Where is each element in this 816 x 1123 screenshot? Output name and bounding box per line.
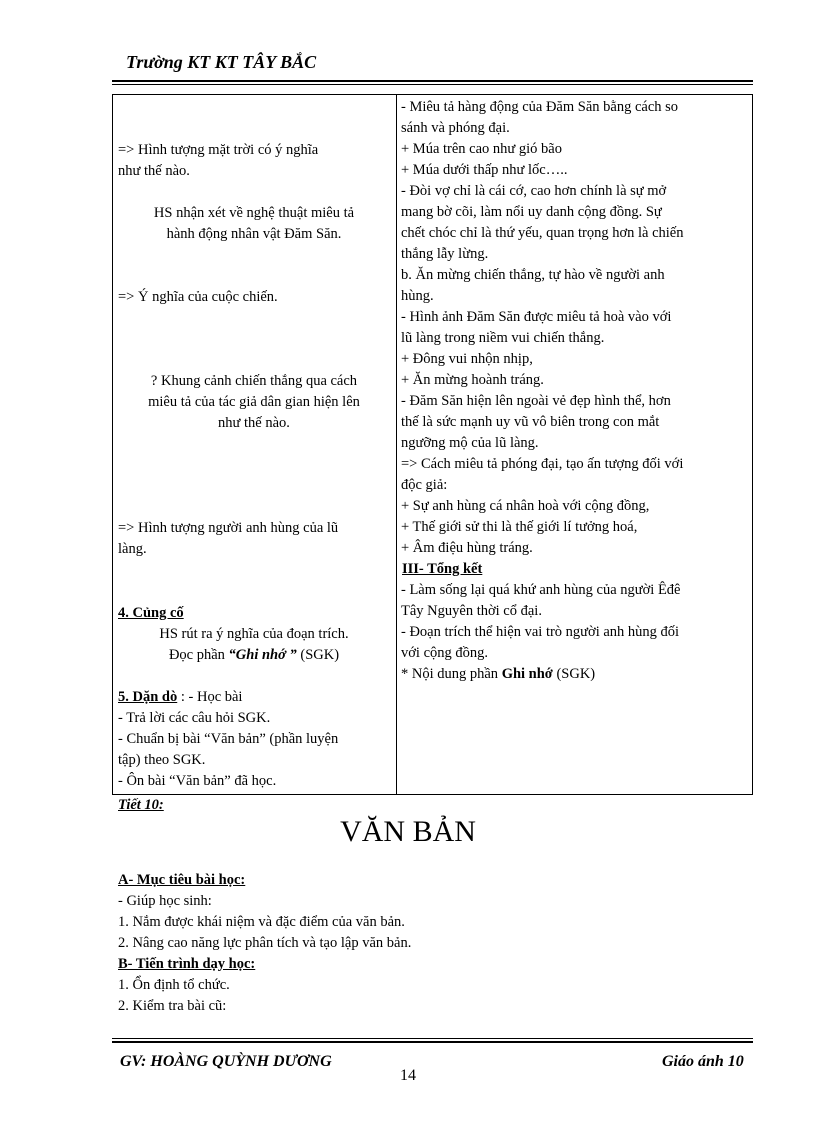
- left-column-line: => Hình tượng mặt trời có ý nghĩa: [118, 142, 319, 158]
- right-column-line: - Đòi vợ chỉ là cái cớ, cao hơn chính là sự mở: [401, 183, 667, 199]
- right-column-line: => Cách miêu tả phóng đại, tạo ấn tượng đối với: [401, 456, 684, 472]
- tong-ket-last-post: (SGK): [552, 666, 596, 682]
- right-column-line: + Thế giới sử thi là thế giới lí tưởng hoá,: [401, 519, 638, 535]
- tong-ket-line: - Làm sống lại quá khứ anh hùng của người Êđê: [401, 582, 681, 598]
- dan-do-line: - Trả lời các câu hỏi SGK.: [118, 710, 271, 726]
- teacher-name: GV: HOÀNG QUỲNH DƯƠNG: [120, 1053, 332, 1070]
- right-column-line: + Âm điệu hùng tráng.: [401, 540, 533, 556]
- ghi-nho-bold: Ghi nhớ: [501, 666, 553, 682]
- muc-tieu-line: - Giúp học sinh:: [118, 893, 212, 909]
- left-column-line: như thế nào.: [218, 415, 290, 431]
- right-column-line: + Đông vui nhộn nhịp,: [401, 351, 533, 367]
- ghi-nho-emphasis: “Ghi nhớ ”: [228, 647, 297, 663]
- right-column-line: - Hình ảnh Đăm Săn được miêu tả hoà vào với: [401, 309, 672, 325]
- dan-do-heading-rest: : - Học bài: [177, 689, 243, 705]
- footer-rule-thin: [112, 1038, 753, 1039]
- tien-trinh-line: 2. Kiểm tra bài cũ:: [118, 998, 227, 1014]
- dan-do-line: tập) theo SGK.: [118, 752, 206, 768]
- left-column-line: hành động nhân vật Đăm Săn.: [166, 226, 342, 242]
- right-column-line: b. Ăn mừng chiến thắng, tự hào về người anh: [401, 267, 665, 283]
- cung-co-line-2-post: (SGK): [296, 647, 340, 663]
- book-label: Giáo ánh 10: [662, 1053, 744, 1070]
- right-column-line: độc giả:: [401, 477, 448, 493]
- dan-do-heading-label: 5. Dặn dò: [118, 689, 178, 705]
- right-column-line: lũ làng trong niềm vui chiến thắng.: [401, 330, 605, 346]
- cung-co-line-2: [112, 645, 396, 666]
- tong-ket-last-pre: * Nội dung phần: [401, 666, 502, 682]
- muc-tieu-line: 1. Nắm được khái niệm và đặc điểm của văn bản.: [118, 914, 405, 930]
- left-column-line: như thế nào.: [118, 163, 190, 179]
- cung-co-line-2-pre: Đọc phần: [168, 647, 229, 663]
- tong-ket-line: với cộng đồng.: [401, 645, 489, 661]
- right-column-line: + Sự anh hùng cá nhân hoà với cộng đồng,: [401, 498, 650, 514]
- right-column-line: sánh và phóng đại.: [401, 120, 510, 136]
- tien-trinh-heading: B- Tiến trình dạy học:: [118, 956, 256, 972]
- tong-ket-line: - Đoạn trích thể hiện vai trò người anh hùng đối: [401, 624, 680, 640]
- left-column-line: => Hình tượng người anh hùng của lũ: [118, 520, 339, 536]
- cung-co-line-1: HS rút ra ý nghĩa của đoạn trích.: [159, 626, 349, 642]
- table-column-divider: [396, 94, 397, 795]
- right-column-line: ngưỡng mộ của lũ làng.: [401, 435, 539, 451]
- dan-do-heading: [118, 687, 242, 708]
- tong-ket-line: Tây Nguyên thời cổ đại.: [401, 603, 542, 619]
- lesson-title: VĂN BẢN: [340, 815, 476, 848]
- right-column-line: + Múa dưới thấp như lốc…..: [401, 162, 568, 178]
- header-rule: [112, 80, 753, 82]
- right-column-line: + Ăn mừng hoành tráng.: [401, 372, 544, 388]
- left-column-line: HS nhận xét về nghệ thuật miêu tả: [153, 205, 355, 221]
- cung-co-heading: 4. Củng cố: [118, 605, 184, 621]
- right-column-line: thắng lẫy lừng.: [401, 246, 489, 262]
- left-column-line: ? Khung cảnh chiến thắng qua cách: [150, 373, 358, 389]
- left-column-line: => Ý nghĩa của cuộc chiến.: [118, 289, 278, 305]
- left-column-line: miêu tả của tác giả dân gian hiện lên: [148, 394, 360, 410]
- right-column-line: + Múa trên cao như gió bão: [401, 141, 562, 157]
- right-column-line: chết chóc chỉ là thứ yếu, quan trọng hơn là chiến: [401, 225, 684, 241]
- right-column-line: - Miêu tả hàng động của Đăm Săn bằng cách so: [401, 99, 679, 115]
- tong-ket-heading: III- Tổng kết: [402, 561, 483, 577]
- tiet-label: Tiết 10:: [118, 797, 164, 813]
- dan-do-line: - Ôn bài “Văn bản” đã học.: [118, 773, 277, 789]
- page-number: 14: [400, 1067, 416, 1084]
- muc-tieu-line: 2. Nâng cao năng lực phân tích và tạo lập văn bản.: [118, 935, 412, 951]
- tien-trinh-line: 1. Ổn định tổ chức.: [118, 977, 230, 993]
- left-column-line: làng.: [118, 541, 147, 557]
- right-column-line: thế là sức mạnh uy vũ vô biên trong con mắt: [401, 414, 660, 430]
- header-rule-thin: [112, 84, 753, 85]
- dan-do-line: - Chuẩn bị bài “Văn bản” (phần luyện: [118, 731, 339, 747]
- right-column-line: - Đăm Săn hiện lên ngoài vẻ đẹp hình thể, hơn: [401, 393, 671, 409]
- muc-tieu-heading: A- Mục tiêu bài học:: [118, 872, 246, 888]
- right-column-line: hùng.: [401, 288, 434, 304]
- school-header: Trường KT KT TÂY BẮC: [126, 52, 317, 72]
- right-column-line: mang bờ cõi, làm nổi uy danh cộng đồng. Sự: [401, 204, 662, 220]
- footer-rule: [112, 1041, 753, 1043]
- tong-ket-last-line: [401, 664, 595, 685]
